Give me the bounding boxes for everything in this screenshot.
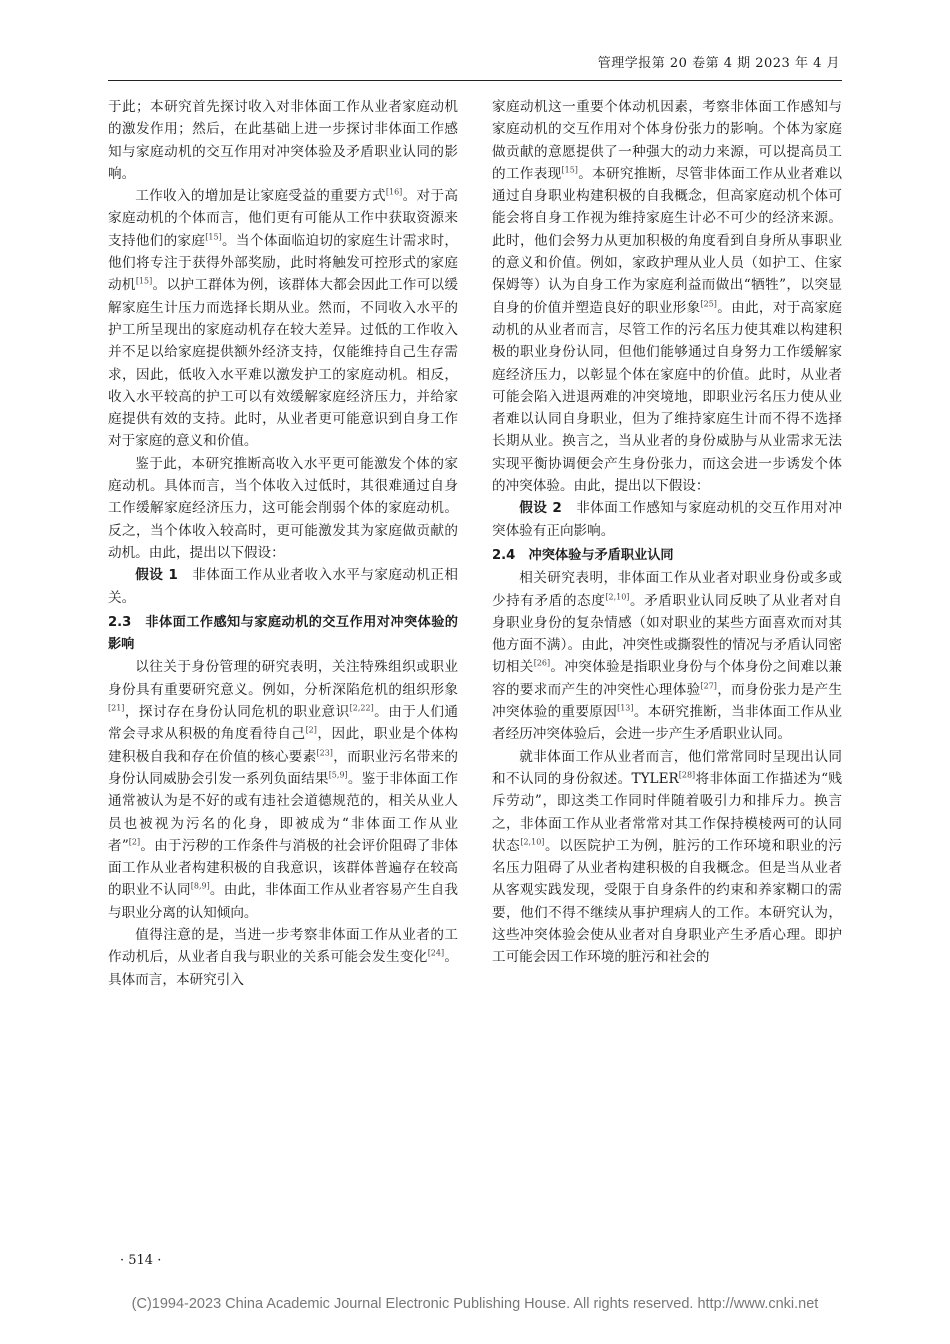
header-divider — [108, 80, 842, 81]
left-paragraph-4: 以往关于身份管理的研究表明，关注特殊组织或职业身份具有重要研究意义。例如，分析深陷危机的组织形象[21]，探讨存在身份认同危机的职业意识[2,22]。由于人们通常会寻求从积极的角度看待自己[2]，因此，职业是个体构建积极自我和存在价值的核心要素[23]，而职业污名带来的身份认同威胁会引发一系列负面结果[5,9]。鉴于非体面工作通常被认为是不好的或有违社会道德规范的，相关从业人员也被视为污名的化身，即被成为“非体面工作从业者”[2]。由于污秽的工作条件与消极的社会评价阻碍了非体面工作从业者构建积极的自我意识，该群体普遍存在较高的职业不认同[8,9]。由此，非体面工作从业者容易产生自我与职业分离的认知倾向。 — [108, 659, 459, 921]
citation: [15] — [135, 276, 153, 286]
left-paragraph-1: 于此；本研究首先探讨收入对非体面工作从业者家庭动机的激发作用；然后，在此基础上进一步探讨非体面工作感知与家庭动机的交互作用对冲突体验及矛盾职业认同的影响。 — [108, 99, 458, 182]
citation: [8,9] — [190, 881, 210, 891]
citation: [13] — [617, 703, 634, 713]
citation: [15] — [205, 232, 222, 242]
hypothesis-1-label: 假设 1 — [135, 567, 178, 584]
citation: [16] — [385, 187, 403, 197]
citation: [2,10] — [520, 837, 545, 847]
section-heading-2-3: 2.3 非体面工作感知与家庭动机的交互作用对冲突体验的影响 — [108, 614, 458, 653]
citation: [23] — [316, 748, 333, 758]
right-column — [492, 96, 842, 969]
journal-header: 管理学报第 20 卷第 4 期 2023 年 4 月 — [597, 56, 840, 71]
left-paragraph-5: 值得注意的是，当进一步考察非体面工作从业者的工作动机后，从业者自我与职业的关系可能会发生变化[24]。具体而言，本研究引入 — [108, 926, 459, 988]
right-paragraph-2: 相关研究表明，非体面工作从业者对职业身份或多或少持有矛盾的态度[2,10]。矛盾职业认同反映了从业者对自身职业身份的复杂情感（如对职业的某些方面喜欢而对其他方面不满）。由此，冲突性或撕裂性的情况与矛盾认同密切相关[26]。冲突体验是指职业身份与个体身份之间难以兼容的要求而产生的冲突性心理体验[27]，而身份张力是产生冲突体验的重要原因[13]。本研究推断，当非体面工作从业者经历冲突体验后，会进一步产生矛盾职业认同。 — [492, 570, 843, 743]
left-paragraph-2: 工作收入的增加是让家庭受益的重要方式[16]。对于高家庭动机的个体而言，他们更有可能从工作中获取资源来支持他们的家庭[15]。当个体面临迫切的家庭生计需求时，他们将专注于获得外部奖励，此时将触发可控形式的家庭动机[15]。以护工群体为例，该群体大都会因此工作可以缓解家庭生计压力而选择长期从业。然而，不同收入水平的护工所呈现出的家庭动机存在较大差异。过低的工作收入并不足以给家庭提供额外经济支持，仅能维持自己生存需求，因此，低收入水平难以激发护工的家庭动机。相反，收入水平较高的护工可以有效缓解家庭经济压力，并给家庭提供有效的支持。此时，从业者更可能意识到自身工作对于家庭的意义和价值。 — [108, 187, 459, 450]
copyright-footer: (C)1994-2023 China Academic Journal Electronic Publishing House. All rights reserved. http://www.cnki.net — [131, 1296, 819, 1312]
page-number: · 514 · — [120, 1253, 162, 1268]
right-paragraph-1: 家庭动机这一重要个体动机因素，考察非体面工作感知与家庭动机的交互作用对个体身份张力的影响。个体为家庭做贡献的意愿提供了一种强大的动力来源，可以提高员工的工作表现[15]。本研究推断，尽管非体面工作从业者难以通过自身职业构建积极的自我概念，但高家庭动机个体可能会将自身工作视为维持家庭生计必不可少的经济来源。此时，他们会努力从更加积极的角度看到自身所从事职业的意义和价值。例如，家政护理从业人员（如护工、住家保姆等）认为自身工作为家庭利益而做出“牺牲”，以突显自身的价值并塑造良好的职业形象[25]。由此，对于高家庭动机的从业者而言，尽管工作的污名压力使其难以构建积极的职业身份认同，但他们能够通过自身努力工作缓解家庭经济压力，以彰显个体在家庭中的价值。此时，从业者可能会陷入进退两难的冲突境地，即职业污名压力使从业者难以认同自身职业，但为了维持家庭生计而不得不选择长期从业。换言之，当从业者的身份威胁与从业需求无法实现平衡协调便会产生身份张力，而这会进一步诱发个体的冲突体验。由此，提出以下假设： — [492, 99, 843, 495]
citation: [5,9] — [328, 770, 348, 780]
citation: [2,10] — [605, 592, 630, 601]
citation: [15] — [561, 165, 578, 175]
left-column — [108, 96, 458, 991]
hypothesis-1-text: 非体面工作从业者收入水平与家庭动机正相关。 — [108, 567, 459, 606]
hypothesis-2-text: 非体面工作感知与家庭动机的交互作用对冲突体验有正向影响。 — [492, 500, 843, 539]
citation: [28] — [678, 770, 696, 780]
hypothesis-2-label: 假设 2 — [519, 500, 562, 517]
section-heading-2-4: 2.4 冲突体验与矛盾职业认同 — [492, 547, 674, 563]
right-paragraph-3: 就非体面工作从业者而言，他们常常同时呈现出认同和不认同的身份叙述。TYLER[28]将非体面工作描述为“贱斥劳动”，即这类工作同时伴随着吸引力和排斥力。换言之，非体面工作从业者常常对其工作保持模棱两可的认同状态[2,10]。以医院护工为例，脏污的工作环境和职业的污名压力阻碍了从业者构建积极的自我概念。但是当从业者从客观实践发现，受限于自身条件的约束和养家糊口的需要，他们不得不继续从事护理病人的工作。本研究认为，这些冲突体验会使从业者对自身职业产生矛盾心理。即护工可能会因工作环境的脏污和社会的 — [492, 748, 842, 966]
citation: [21] — [108, 703, 125, 713]
citation: [2,22] — [349, 703, 374, 713]
left-paragraph-3: 鉴于此，本研究推断高收入水平更可能激发个体的家庭动机。具体而言，当个体收入过低时，其很难通过自身工作缓解家庭经济压力，这可能会削弱个体的家庭动机。反之，当个体收入较高时，更可能激发其为家庭做贡献的动机。由此，提出以下假设： — [108, 455, 458, 561]
hypothesis-1 — [108, 564, 458, 609]
citation: [26] — [533, 658, 551, 668]
citation: [2] — [305, 725, 317, 735]
citation: [27] — [700, 681, 717, 691]
citation: [2] — [128, 837, 141, 847]
citation: [25] — [700, 299, 717, 309]
citation: [24] — [427, 948, 445, 958]
hypothesis-2 — [492, 497, 842, 542]
